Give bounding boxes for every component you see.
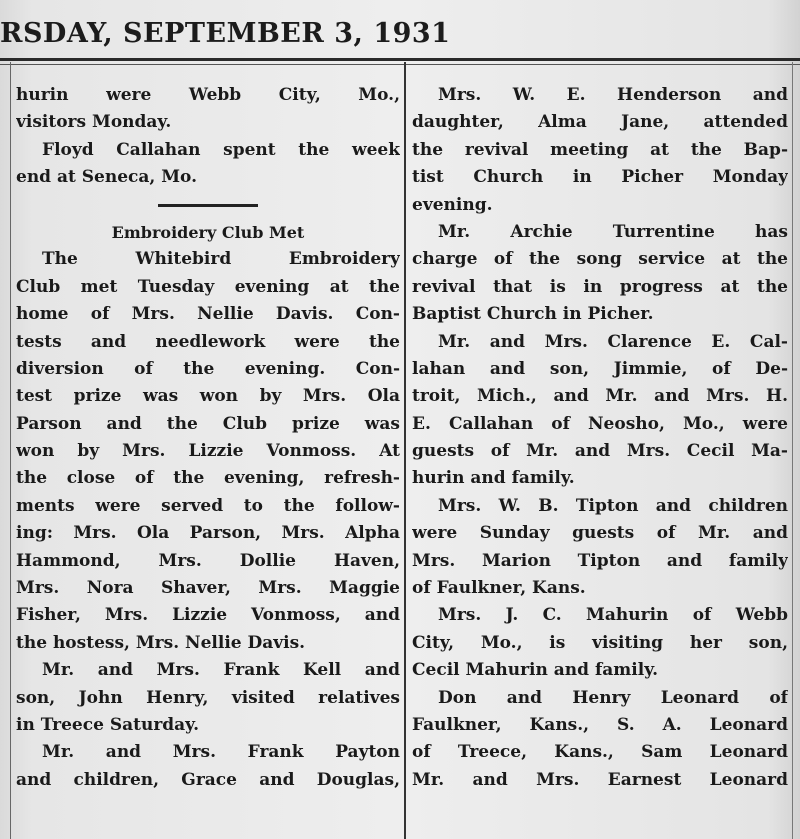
text-line: the revival meeting at the Bap- xyxy=(412,139,788,160)
text-line: won by Mrs. Lizzie Vonmoss. At xyxy=(16,441,400,462)
text-line: guests of Mr. and Mrs. Cecil Ma- xyxy=(412,441,788,462)
text-line: Mrs. Nora Shaver, Mrs. Maggie xyxy=(16,578,400,599)
text-line: Mrs. W. B. Tipton and children xyxy=(438,495,788,516)
article-headline: Embroidery Club Met xyxy=(111,222,305,242)
text-line: lahan and son, Jimmie, of De- xyxy=(412,358,788,379)
text-line: diversion of the evening. Con- xyxy=(16,358,400,379)
right-column-edge xyxy=(792,62,793,839)
text-line: Mr. and Mrs. Frank Payton xyxy=(42,742,400,763)
text-line: Fisher, Mrs. Lizzie Vonmoss, and xyxy=(16,605,400,626)
text-line: Mrs. J. C. Mahurin of Webb xyxy=(438,605,788,626)
text-line: son, John Henry, visited relatives xyxy=(16,687,400,708)
text-line: test prize was won by Mrs. Ola xyxy=(16,386,400,407)
text-line: the hostess, Mrs. Nellie Davis. xyxy=(16,632,306,653)
divider-rule xyxy=(158,204,258,207)
text-line: Hammond, Mrs. Dollie Haven, xyxy=(16,550,400,571)
header-rule-thin xyxy=(0,64,800,65)
text-line: Don and Henry Leonard of xyxy=(438,687,788,708)
right-column xyxy=(412,82,788,794)
text-line: Mrs. Marion Tipton and family xyxy=(412,550,788,571)
text-line: daughter, Alma Jane, attended xyxy=(412,112,788,133)
text-line: evening. xyxy=(412,194,493,215)
section-divider xyxy=(16,192,400,219)
column-divider xyxy=(404,62,406,839)
text-line: Faulkner, Kans., S. A. Leonard xyxy=(412,714,788,735)
header-rule xyxy=(0,58,800,61)
text-line: Mr. and Mrs. Clarence E. Cal- xyxy=(438,331,788,352)
text-line: Mrs. W. E. Henderson and xyxy=(438,85,788,105)
text-line: Mr. Archie Turrentine has xyxy=(438,221,788,242)
text-line: tests and needlework were the xyxy=(16,331,400,352)
text-line: Mr. and Mrs. Earnest Leonard xyxy=(412,769,788,790)
left-column xyxy=(16,82,400,794)
text-line: visitors Monday. xyxy=(16,112,172,133)
text-line: hurin and family. xyxy=(412,468,575,489)
text-line: Parson and the Club prize was xyxy=(16,413,400,434)
text-line: ing: Mrs. Ola Parson, Mrs. Alpha xyxy=(16,523,400,544)
text-line: end at Seneca, Mo. xyxy=(16,167,198,188)
text-line: in Treece Saturday. xyxy=(16,714,200,735)
left-column-edge xyxy=(10,62,11,839)
text-line: hurin were Webb City, Mo., xyxy=(16,85,400,105)
text-line: tist Church in Picher Monday xyxy=(412,167,788,188)
text-line: Mr. and Mrs. Frank Kell and xyxy=(42,660,400,681)
text-line: home of Mrs. Nellie Davis. Con- xyxy=(16,304,400,325)
text-line: The Whitebird Embroidery xyxy=(42,249,400,270)
text-line: troit, Mich., and Mr. and Mrs. H. xyxy=(412,386,788,407)
text-line: Baptist Church in Picher. xyxy=(412,304,654,325)
text-line: Club met Tuesday evening at the xyxy=(16,276,400,297)
text-line: E. Callahan of Neosho, Mo., were xyxy=(412,413,788,434)
text-line: and children, Grace and Douglas, xyxy=(16,769,400,790)
text-line: Cecil Mahurin and family. xyxy=(412,660,659,681)
text-line: of Faulkner, Kans. xyxy=(412,578,586,599)
text-line: the close of the evening, refresh- xyxy=(16,468,400,489)
text-line: of Treece, Kans., Sam Leonard xyxy=(412,742,788,763)
text-line: revival that is in progress at the xyxy=(412,276,788,297)
text-line: ments were served to the follow- xyxy=(16,495,400,516)
dateline: RSDAY, SEPTEMBER 3, 1931 xyxy=(0,18,451,49)
text-line: charge of the song service at the xyxy=(412,249,788,270)
text-line: Floyd Callahan spent the week xyxy=(42,139,400,160)
text-line: City, Mo., is visiting her son, xyxy=(412,632,788,653)
text-line: were Sunday guests of Mr. and xyxy=(412,523,788,544)
